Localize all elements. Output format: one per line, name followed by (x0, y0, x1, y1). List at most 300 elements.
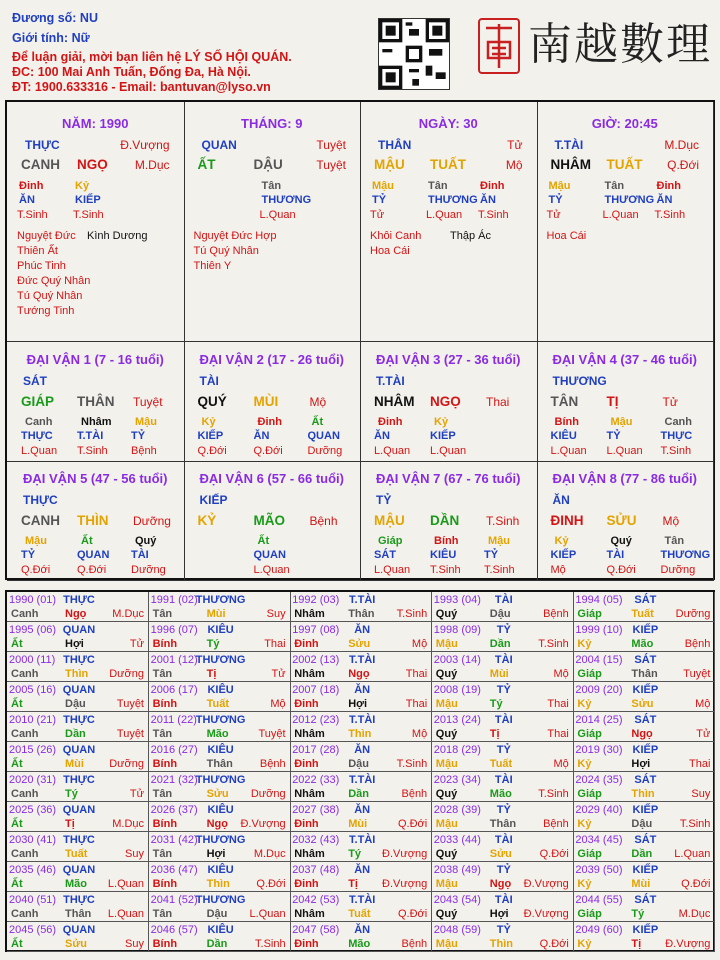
stem-god: ĂN (552, 493, 570, 507)
year-stem: Tân (152, 668, 173, 680)
year-cell (290, 922, 432, 952)
year-god: TÀI (494, 594, 513, 606)
hidden-state: Q.Đới (253, 445, 283, 457)
year-branch: Mùi (348, 818, 368, 830)
year-label: 2039 (50) (575, 864, 623, 876)
year-god: SÁT (634, 714, 657, 726)
hidden-state: Tử (546, 209, 561, 221)
year-state: Q.Đới (539, 848, 569, 860)
year-state: M.Dục (253, 848, 286, 860)
dai-van-title: ĐẠI VẬN 4 (37 - 46 tuổi) (552, 352, 697, 367)
year-cell (290, 892, 432, 922)
stem-state: Tuyệt (316, 138, 346, 152)
year-label: 2013 (24) (433, 714, 481, 726)
year-stem: Nhâm (294, 908, 325, 920)
year-cell (149, 652, 291, 682)
year-label: 2049 (60) (575, 924, 623, 936)
stem-god: THƯƠNG (552, 374, 607, 388)
stem-god: TÀI (199, 374, 219, 388)
year-cell (7, 862, 149, 892)
heavenly-stem: KỶ (197, 513, 217, 528)
hidden-god: QUAN (307, 430, 340, 442)
hidden-stem: Giáp (378, 535, 403, 547)
hidden-state: L.Quan (602, 209, 639, 221)
hidden-stem: Kỷ (434, 416, 449, 428)
year-cell (149, 892, 291, 922)
year-cell (573, 772, 715, 802)
hidden-stem: Mậu (372, 180, 394, 192)
hidden-god: QUAN (253, 549, 286, 561)
shensha-star: Thập Ác (450, 230, 491, 242)
year-stem: Bính (152, 818, 178, 830)
year-cell (290, 652, 432, 682)
hidden-stem: Tân (428, 180, 448, 192)
year-branch: Ngọ (348, 668, 370, 680)
year-stem: Giáp (577, 728, 602, 740)
year-label: 2029 (40) (575, 804, 623, 816)
year-state: Đ.Vượng (382, 848, 428, 860)
shensha-star: Tướng Tinh (17, 305, 75, 317)
year-label: 2022 (33) (292, 774, 340, 786)
branch-state: Mộ (662, 514, 680, 528)
hidden-state: T.Sinh (77, 445, 108, 457)
dai-van-title: ĐẠI VẬN 6 (57 - 66 tuổi) (199, 471, 344, 486)
year-stem: Kỷ (577, 818, 592, 830)
hidden-god: ĂN (253, 430, 270, 442)
hidden-god: TỶ (484, 549, 499, 561)
year-cell (573, 892, 715, 922)
year-state: Q.Đới (539, 938, 569, 950)
hidden-god: KIẾP (75, 194, 101, 206)
year-branch: Tuất (65, 848, 88, 860)
year-god: T.TÀI (349, 774, 376, 786)
year-branch: Dậu (489, 608, 511, 620)
hidden-state: L.Quan (21, 445, 58, 457)
hidden-state: L.Quan (374, 564, 411, 576)
year-state: Thai (547, 698, 569, 710)
dai-van-title: ĐẠI VẬN 1 (7 - 16 tuổi) (26, 352, 164, 367)
year-god: THỰC (63, 654, 95, 666)
hidden-god: TÀI (606, 549, 625, 561)
pillar-title: THÁNG: 9 (241, 116, 303, 131)
year-cell (432, 892, 574, 922)
year-label: 2037 (48) (292, 864, 340, 876)
year-label: 2011 (22) (150, 714, 197, 726)
year-cell (7, 832, 149, 862)
year-cell (573, 682, 715, 712)
year-god: SÁT (634, 894, 657, 906)
shensha-star: Thiên Ất (17, 245, 58, 257)
hidden-god: QUAN (77, 549, 110, 561)
hidden-stem: Mậu (135, 416, 157, 428)
year-label: 2042 (53) (292, 894, 340, 906)
year-branch: Hợi (489, 908, 509, 920)
year-label: 2001 (12) (150, 654, 198, 666)
year-cell (7, 802, 149, 832)
hidden-state: Q.Đới (606, 564, 636, 576)
hidden-stem: Kỷ (75, 180, 90, 192)
year-god: KIÊU (207, 864, 234, 876)
year-cell (573, 802, 715, 832)
shensha-star: Nguyệt Đức Hợp (193, 230, 277, 242)
year-state: L.Quan (249, 908, 286, 920)
year-god: T.TÀI (349, 594, 376, 606)
year-god: THỰC (63, 774, 95, 786)
year-stem: Nhâm (294, 728, 325, 740)
hidden-stem: Mậu (488, 535, 510, 547)
year-label: 2025 (36) (9, 804, 57, 816)
hidden-state: T.Sinh (478, 209, 509, 221)
shensha-star: Khôi Canh (370, 230, 422, 242)
year-cell (7, 652, 149, 682)
year-cell (7, 682, 149, 712)
pillar-cell (184, 102, 362, 342)
heavenly-stem: NHÂM (550, 157, 591, 172)
hidden-god: KIÊU (430, 549, 457, 561)
year-label: 2012 (23) (292, 714, 340, 726)
year-stem: Đinh (294, 698, 319, 710)
hidden-stem: Kỷ (554, 535, 569, 547)
year-label: 2030 (41) (9, 834, 57, 846)
year-label: 2034 (45) (575, 834, 623, 846)
hidden-state: L.Quan (606, 445, 643, 457)
year-cell (290, 712, 432, 742)
year-stem: Quý (435, 608, 458, 620)
year-state: Thai (264, 638, 286, 650)
year-god: TỶ (496, 864, 511, 876)
hidden-stem: Đinh (378, 416, 403, 428)
owner-name: Đương số: NU (12, 11, 98, 25)
year-stem: Canh (11, 668, 39, 680)
pillar-cell (537, 102, 715, 342)
year-god: KIẾP (632, 804, 659, 816)
hidden-state: Q.Đới (197, 445, 227, 457)
earthly-branch: NGỌ (77, 157, 108, 172)
year-god: QUAN (62, 624, 96, 636)
year-branch: Tý (489, 698, 503, 710)
year-label: 1998 (09) (433, 624, 481, 636)
year-state: Dưỡng (675, 608, 711, 620)
year-branch: Sửu (65, 938, 88, 950)
shensha-star: Thiên Y (193, 260, 232, 272)
hidden-god: THƯƠNG (428, 194, 478, 206)
year-cell (149, 772, 291, 802)
pillar-title: NGÀY: 30 (418, 116, 478, 131)
year-label: 1996 (07) (150, 624, 198, 636)
earthly-branch: MÙI (253, 394, 279, 409)
year-state: Suy (125, 938, 144, 950)
hidden-god: TỶ (372, 194, 387, 206)
year-state: Suy (125, 848, 144, 860)
heavenly-stem: GIÁP (21, 394, 55, 409)
year-god: T.TÀI (349, 654, 376, 666)
year-cell (432, 622, 574, 652)
year-branch: Tị (489, 728, 500, 740)
year-branch: Mão (348, 938, 371, 950)
year-stem: Tân (152, 728, 173, 740)
heavenly-stem: TÂN (550, 394, 579, 409)
year-god: T.TÀI (349, 714, 376, 726)
hidden-state: L.Quan (253, 564, 290, 576)
hidden-god: TỶ (548, 194, 563, 206)
branch-state: Tuyệt (316, 158, 346, 172)
year-god: TỶ (496, 924, 511, 936)
year-state: Mộ (411, 638, 428, 650)
year-stem: Bính (152, 758, 178, 770)
year-cell (7, 712, 149, 742)
year-cell (149, 862, 291, 892)
earthly-branch: MÃO (253, 513, 285, 528)
heavenly-stem: CANH (21, 513, 60, 528)
hidden-stem: Đinh (480, 180, 505, 192)
year-branch: Mùi (489, 668, 509, 680)
year-branch: Thân (631, 668, 658, 680)
hidden-state: Dưỡng (131, 564, 166, 576)
year-label: 2023 (34) (433, 774, 481, 786)
shensha-star: Tú Quý Nhân (17, 290, 83, 302)
year-god: KIÊU (207, 804, 234, 816)
year-stem: Đinh (294, 638, 319, 650)
year-branch: Mão (631, 638, 654, 650)
year-label: 2043 (54) (433, 894, 481, 906)
year-state: Đ.Vượng (240, 818, 286, 830)
year-stem: Tân (152, 848, 173, 860)
year-stem: Bính (152, 638, 178, 650)
year-branch: Thìn (65, 668, 89, 680)
year-branch: Tuất (489, 758, 513, 770)
year-branch: Sửu (206, 788, 229, 800)
year-state: T.Sinh (538, 638, 569, 650)
year-branch: Dần (348, 788, 369, 800)
year-god: ĂN (354, 804, 371, 816)
year-branch: Thân (65, 908, 92, 920)
stem-god: QUAN (201, 138, 237, 152)
year-cell (290, 832, 432, 862)
year-cell (290, 742, 432, 772)
year-cell (432, 592, 574, 622)
year-label: 2021 (32) (150, 774, 198, 786)
year-cell (7, 742, 149, 772)
hidden-stem: Nhâm (81, 416, 112, 428)
year-state: T.Sinh (255, 938, 286, 950)
hidden-state: Q.Đới (21, 564, 51, 576)
year-state: Suy (691, 788, 711, 800)
year-state: Thai (547, 728, 569, 740)
heavenly-stem: CANH (21, 157, 60, 172)
year-stem: Nhâm (294, 788, 325, 800)
year-label: 2000 (11) (9, 654, 56, 666)
year-god: TÀI (494, 894, 513, 906)
year-label: 2009 (20) (575, 684, 623, 696)
year-god: ĂN (354, 864, 371, 876)
hidden-stem: Ất (257, 535, 270, 547)
year-branch: Hợi (348, 698, 368, 710)
dai-van-cell (360, 342, 538, 462)
year-god: ĂN (354, 744, 371, 756)
year-stem: Đinh (294, 818, 319, 830)
hidden-god: KIẾP (550, 549, 577, 561)
dai-van-cell (7, 342, 185, 462)
year-label: 2002 (13) (292, 654, 340, 666)
hidden-god: ĂN (374, 430, 390, 442)
year-stem: Quý (435, 668, 458, 680)
dai-van-cell (7, 461, 185, 581)
year-stem: Giáp (577, 848, 602, 860)
year-state: Đ.Vượng (523, 908, 569, 920)
year-state: Mộ (411, 728, 428, 740)
heavenly-stem: ẤT (197, 157, 216, 172)
year-label: 1993 (04) (433, 594, 481, 606)
year-stem: Mậu (435, 638, 458, 650)
year-stem: Ất (11, 758, 23, 770)
year-stem: Quý (435, 848, 458, 860)
hidden-state: T.Sinh (484, 564, 515, 576)
year-god: TỶ (496, 684, 511, 696)
year-god: TÀI (494, 834, 513, 846)
year-label: 2003 (14) (433, 654, 481, 666)
year-stem: Canh (11, 608, 39, 620)
shensha-star: Đức Quý Nhân (17, 275, 91, 287)
stem-god: THỰC (23, 493, 58, 507)
hidden-stem: Ất (311, 416, 324, 428)
year-state: Tuyệt (683, 668, 711, 680)
year-state: Tuyệt (116, 698, 144, 710)
year-stem: Đinh (294, 938, 319, 950)
stem-god: T.TÀI (376, 374, 405, 388)
year-state: T.Sinh (679, 818, 711, 830)
hidden-god: KIÊU (550, 430, 577, 442)
year-god: TÀI (494, 714, 513, 726)
year-god: T.TÀI (349, 834, 376, 846)
year-state: L.Quan (674, 848, 711, 860)
year-state: Tử (271, 668, 286, 680)
year-stem: Mậu (435, 818, 458, 830)
heavenly-stem: QUÝ (197, 394, 227, 409)
hidden-state: Mộ (550, 564, 566, 576)
year-branch: Ngọ (65, 608, 87, 620)
year-cell (432, 922, 574, 952)
year-state: Đ.Vượng (382, 878, 428, 890)
year-label: 1994 (05) (575, 594, 623, 606)
year-state: Bệnh (401, 938, 428, 950)
year-state: Q.Đới (397, 818, 428, 830)
year-god: TỶ (496, 624, 511, 636)
year-label: 2024 (35) (575, 774, 623, 786)
year-branch: Mão (489, 788, 512, 800)
year-god: QUAN (62, 864, 96, 876)
year-state: Đ.Vượng (665, 938, 711, 950)
year-cell (149, 712, 291, 742)
pillar-title: NĂM: 1990 (62, 116, 129, 131)
year-god: QUAN (62, 744, 96, 756)
dai-van-title: ĐẠI VẬN 5 (47 - 56 tuổi) (23, 471, 168, 486)
year-branch: Mão (65, 878, 87, 890)
year-god: ĂN (354, 624, 371, 636)
year-god: KIÊU (207, 924, 234, 936)
hidden-stem: Ất (81, 535, 93, 547)
year-state: T.Sinh (396, 608, 428, 620)
hidden-god: T.TÀI (77, 430, 104, 442)
stem-god: TỶ (376, 493, 392, 507)
branch-state: Mộ (505, 158, 523, 172)
year-cell (7, 922, 149, 952)
year-stem: Đinh (294, 758, 319, 770)
year-branch: Dậu (206, 908, 228, 920)
year-stem: Canh (11, 908, 39, 920)
hidden-stem: Quý (135, 535, 157, 547)
hidden-state: T.Sinh (430, 564, 461, 576)
year-cell (432, 712, 574, 742)
hidden-stem: Mậu (548, 180, 571, 192)
year-cell (290, 682, 432, 712)
heavenly-stem: MẬU (374, 157, 405, 172)
year-god: SÁT (634, 834, 657, 846)
year-stem: Tân (152, 788, 173, 800)
year-cell (149, 622, 291, 652)
year-god: T.TÀI (349, 894, 376, 906)
hidden-state: Q.Đới (77, 564, 107, 576)
year-cell (149, 742, 291, 772)
hidden-stem: Canh (664, 416, 692, 428)
year-cell (573, 862, 715, 892)
year-stem: Nhâm (294, 668, 325, 680)
year-label: 2019 (30) (575, 744, 623, 756)
year-state: L.Quan (107, 908, 144, 920)
dai-van-title: ĐẠI VẬN 8 (77 - 86 tuổi) (552, 471, 697, 486)
year-label: 2031 (42) (150, 834, 198, 846)
stem-state: Tử (507, 138, 523, 152)
year-branch: Tị (206, 668, 217, 680)
year-cell (573, 712, 715, 742)
year-stem: Giáp (577, 788, 602, 800)
branch-state: Q.Đới (667, 158, 699, 172)
hidden-stem: Tân (261, 180, 282, 192)
shensha-star: Kình Dương (87, 230, 148, 242)
year-label: 1991 (02) (150, 594, 198, 606)
year-god: THƯƠNG (195, 894, 246, 906)
year-god: KIÊU (207, 684, 234, 696)
year-state: M.Dục (112, 608, 144, 620)
year-label: 1997 (08) (292, 624, 340, 636)
year-label: 2028 (39) (433, 804, 481, 816)
year-stem: Ất (11, 818, 23, 830)
year-branch: Dậu (65, 698, 86, 710)
year-god: THƯƠNG (195, 654, 246, 666)
hidden-god: TÀI (131, 549, 149, 561)
earthly-branch: DẬU (253, 157, 283, 172)
year-branch: Thân (348, 608, 375, 620)
year-state: Bệnh (401, 788, 428, 800)
hidden-state: Tử (370, 209, 385, 221)
year-label: 2048 (59) (433, 924, 481, 936)
dai-van-title: ĐẠI VẬN 2 (17 - 26 tuổi) (199, 352, 344, 367)
year-stem: Nhâm (294, 608, 325, 620)
hidden-god: ĂN (19, 194, 35, 206)
year-stem: Tân (152, 608, 173, 620)
year-label: 2004 (15) (575, 654, 623, 666)
year-god: KIÊU (207, 624, 234, 636)
year-label: 2040 (51) (9, 894, 57, 906)
year-branch: Mùi (65, 758, 84, 770)
hidden-stem: Quý (610, 535, 632, 547)
address-line: ĐC: 100 Mai Anh Tuấn, Đống Đa, Hà Nội. (12, 65, 251, 79)
year-cell (573, 742, 715, 772)
year-stem: Canh (11, 788, 39, 800)
hidden-stem: Mậu (610, 416, 633, 428)
hidden-state: T.Sinh (17, 209, 48, 221)
year-cell (290, 862, 432, 892)
year-state: Thai (405, 698, 428, 710)
